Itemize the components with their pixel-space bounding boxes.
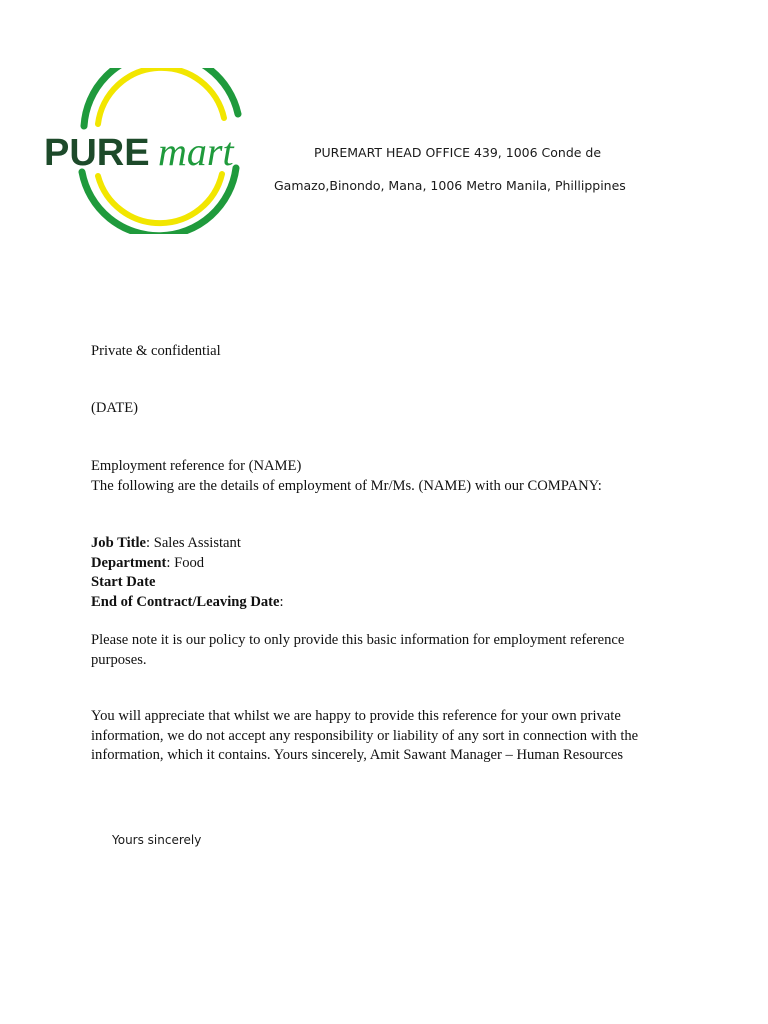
confidential-label: Private & confidential (91, 343, 221, 359)
end-date-label: End of Contract/Leaving Date (91, 593, 280, 610)
reference-line: Employment reference for (NAME) (91, 458, 302, 474)
reference-block (91, 457, 681, 496)
job-title-value: : Sales Assistant (146, 535, 241, 551)
logo-brand-bold: PURE (44, 132, 150, 174)
disclaimer-paragraph: You will appreciate that whilst we are happy to provide this reference for your own private information, we do not accept any responsibility or liability of any sort in connection with the information, which it contains. Yours sincerely, Amit Sawant Manager – Human Resources (91, 708, 639, 764)
employment-details (91, 534, 681, 612)
department-label: Department (91, 554, 167, 571)
start-date-label: Start Date (91, 574, 156, 591)
details-line: The following are the details of employment of Mr/Ms. (NAME) with our COMPANY: (91, 477, 602, 494)
policy-paragraph: Please note it is our policy to only provide this basic information for employment reference purposes. (91, 632, 625, 668)
address-line-2: Gamazo,Binondo, Mana, 1006 Metro Manila, Phillippines (274, 178, 626, 193)
address-line-1: PUREMART HEAD OFFICE 439, 1006 Conde de (314, 145, 602, 160)
department-value: : Food (166, 554, 205, 571)
signoff: Yours sincerely (112, 833, 202, 847)
logo-ring-yellow-top (98, 68, 224, 124)
job-title-label: Job Title (91, 535, 147, 551)
puremart-logo (40, 68, 262, 234)
logo-ring-yellow-bottom (98, 174, 222, 223)
end-date-value: : (279, 593, 284, 610)
logo-brand-script: mart (158, 129, 234, 174)
start-date-row (91, 573, 681, 593)
end-date-row (91, 593, 681, 613)
department-row (91, 554, 681, 574)
date-placeholder: (DATE) (91, 400, 139, 416)
job-title-row (91, 534, 681, 554)
